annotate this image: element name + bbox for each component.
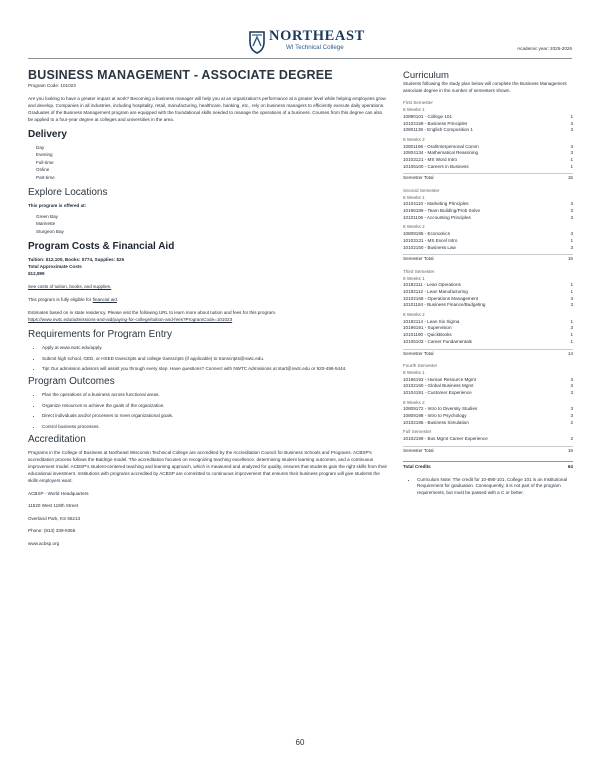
course-credits: 1: [570, 338, 573, 344]
week-label: 8 Weeks 1: [403, 107, 425, 113]
list-item: Evening: [36, 152, 53, 158]
course-row[interactable]: [403, 121, 573, 128]
course-name: 10809195 - Economics: [403, 231, 450, 237]
course-row[interactable]: [403, 231, 573, 238]
list-item: Part-time: [36, 174, 55, 180]
week-label: 8 Weeks 2: [403, 224, 425, 230]
course-row[interactable]: [403, 215, 573, 222]
semester-total-label: Semester Total: [403, 447, 434, 453]
course-row[interactable]: [403, 413, 573, 420]
semester-divider: [403, 446, 573, 447]
list-item: • Organize resources to achieve the goals of the organization.: [42, 402, 388, 409]
course-row[interactable]: [403, 377, 573, 384]
outcomes-heading: Program Outcomes: [28, 376, 115, 388]
semester-block: [403, 269, 573, 357]
note-item: • Curriculum Note: The credit for 10-890-101, College 101 is an Institutional Requirement for graduation. Consequently, it is not part of the program requirements, but must be passed with a C or better.: [417, 477, 573, 497]
list-item[interactable]: Sturgeon Bay: [36, 228, 64, 234]
semester-total-value: 19: [567, 447, 573, 453]
course-row[interactable]: [403, 289, 573, 296]
course-credits: 1: [570, 113, 573, 119]
course-row[interactable]: [403, 406, 573, 413]
address-line: 11520 West 119th Street: [28, 503, 79, 509]
course-row[interactable]: [403, 157, 573, 164]
semester-divider: [403, 349, 573, 350]
course-name: 10102199 - Bus Mgmt Career Experience: [403, 436, 488, 442]
list-item: • Tip! Our admission advisors will assist you through every step. Have questions? Connect with NWTC Admissions at start@nwtc.edu or 920-498-5444.: [42, 365, 388, 372]
financial-aid-text: [28, 296, 388, 303]
total-credits-value: 64: [567, 463, 573, 469]
list-item: Online: [36, 167, 50, 173]
week-label: 8 Weeks 2: [403, 312, 425, 318]
total-credits-row: [403, 461, 573, 471]
course-name: 10105100 - Careers in Business: [403, 163, 469, 169]
course-credits: 1: [570, 156, 573, 162]
list-item: • Apply at www.nwtc.edu/apply.: [42, 344, 388, 351]
course-credits: 2: [570, 436, 573, 442]
semester-total-label: Semester Total: [403, 175, 434, 181]
course-row[interactable]: [403, 332, 573, 339]
course-row[interactable]: [403, 302, 573, 309]
tuition-url-link[interactable]: https://www.nwtc.edu/admissions-and-aid/paying-for-college/tuition-and-fees?ProgramCode=101023: [28, 317, 233, 323]
total-costs-value: $12,899: [28, 271, 45, 277]
course-credits: 3: [570, 214, 573, 220]
course-name: 10804134 - Mathematical Reasoning: [403, 150, 479, 156]
course-row[interactable]: [403, 208, 573, 215]
semester-name: Fourth Semester: [403, 363, 438, 369]
locations-list: [36, 213, 388, 235]
logo-name: NORTHEAST: [269, 28, 365, 44]
course-credits: 3: [570, 244, 573, 250]
course-row[interactable]: [403, 245, 573, 252]
semester-name: Second Semester: [403, 188, 440, 194]
semester-total-row: [403, 351, 573, 358]
logo-subtitle: WI Technical College: [286, 44, 344, 51]
course-credits: 3: [570, 295, 573, 301]
course-name: 10102168 - Operations Management: [403, 295, 479, 301]
course-credits: 2: [570, 419, 573, 425]
locations-heading: Explore Locations: [28, 187, 108, 199]
course-row[interactable]: [403, 282, 573, 289]
requirements-list: [36, 344, 388, 372]
course-name: 10102150 - Business Law: [403, 244, 456, 250]
course-credits: 3: [570, 302, 573, 308]
course-row[interactable]: [403, 383, 573, 390]
course-name: 10801136 - English Composition 1: [403, 127, 473, 133]
course-row[interactable]: [403, 150, 573, 157]
course-credits: 3: [570, 150, 573, 156]
semester-total-row: [403, 448, 573, 455]
course-name: 10101190 - QuickBooks: [403, 332, 452, 338]
course-credits: 1: [570, 318, 573, 324]
course-name: 10102195 - Business Simulation: [403, 419, 469, 425]
course-credits: 3: [570, 201, 573, 207]
course-row[interactable]: [403, 319, 573, 326]
course-credits: 3: [570, 325, 573, 331]
logo-emblem-icon: [248, 28, 266, 54]
outcomes-list: [36, 391, 388, 430]
course-row[interactable]: [403, 390, 573, 397]
list-item: Day: [36, 145, 45, 150]
course-row[interactable]: [403, 127, 573, 134]
course-row[interactable]: [403, 325, 573, 332]
semester-block: [403, 188, 573, 263]
list-item: • Direct individuals and/or processes to meet organizational goals.: [42, 412, 388, 419]
semester-divider: [403, 254, 573, 255]
college-logo: [248, 28, 365, 56]
course-row[interactable]: [403, 114, 573, 121]
course-name: 10104191 - Customer Experience: [403, 390, 472, 396]
course-credits: 3: [570, 231, 573, 237]
course-credits: 3: [570, 143, 573, 149]
course-credits: 1: [570, 282, 573, 288]
course-credits: 1: [570, 237, 573, 243]
semester-total-row: [403, 256, 573, 263]
list-item: • Control business processes.: [42, 423, 388, 430]
course-name: 10101106 - Accounting Principles: [403, 214, 471, 220]
semester-total-value: 14: [567, 350, 573, 356]
course-row[interactable]: [403, 339, 573, 346]
course-row[interactable]: [403, 436, 573, 443]
course-name: 10809198 - Intro to Psychology: [403, 413, 467, 419]
header-divider: [28, 58, 572, 59]
curriculum-note: [411, 477, 573, 497]
week-label: 8 Weeks 2: [403, 399, 425, 405]
tuition-text: Tuition: $12,100, Books: $774, Supplies: $25: [28, 257, 125, 263]
course-credits: 3: [570, 383, 573, 389]
course-row[interactable]: [403, 164, 573, 171]
estimate-text: Estimates based on in state residency. Please visit the following URL to learn more about tuition and fees for this program.: [28, 310, 277, 316]
course-name: 10890101 - College 101: [403, 113, 453, 119]
semester-block: [403, 100, 573, 182]
course-name: 10101184 - Business Finance/Budgeting: [403, 302, 486, 308]
requirements-heading: Requirements for Program Entry: [28, 329, 172, 341]
course-row[interactable]: [403, 420, 573, 427]
week-label: 8 Weeks 1: [403, 194, 425, 200]
list-item: • Submit high school, GED, or HSED transcripts and college transcripts (if applicable) to transcripts@nwtc.edu.: [42, 355, 388, 362]
course-name: 10196193 - Human Resource Mgmt: [403, 376, 477, 382]
course-credits: 1: [570, 332, 573, 338]
page-title: BUSINESS MANAGEMENT - ASSOCIATE DEGREE: [28, 68, 333, 82]
semester-name: Third Semester: [403, 268, 435, 274]
course-name: 10104110 - Marketing Principles: [403, 201, 469, 207]
accreditation-text: Programs in the College of Business at Northeast Wisconsin Technical College are accredited by the Accreditation Council for Business Schools and Programs. ACBSP's accreditation process follows the Baldrige model. The accreditation focuses on recognizing teaching excellence, determining student learning outcomes, and a continuous improvement model. ACBSP's student-centered teaching and learning approach, which is measured and analyzed for quality, ensures that students gain the right skills from their educational investment. Institutions with programs accredited by ACBSP are committed to continuous improvement that ensures their business program will give students the skills employers want.: [28, 449, 388, 483]
course-credits: 3: [570, 406, 573, 412]
program-code: Program Code: 101023: [28, 83, 76, 88]
course-credits: 3: [570, 376, 573, 382]
semester-total-value: 16: [567, 256, 573, 262]
locations-intro: This program is offered at:: [28, 203, 87, 209]
week-label: 8 Weeks 2: [403, 136, 425, 142]
aid-suffix: .: [116, 297, 119, 303]
costs-link[interactable]: See costs of tuition, books, and supplies.: [28, 284, 112, 290]
course-name: 10105103 - Career Fundamentals: [403, 338, 472, 344]
course-credits: 3: [570, 413, 573, 419]
list-item[interactable]: Marinette: [36, 221, 56, 227]
page-number: 60: [295, 738, 305, 747]
total-costs-label: Total Approximate Costs: [28, 264, 82, 270]
course-row[interactable]: [403, 296, 573, 303]
course-row[interactable]: [403, 144, 573, 151]
semester-divider: [403, 173, 573, 174]
semester-total-label: Semester Total: [403, 256, 434, 262]
costs-heading: Program Costs & Financial Aid: [28, 241, 175, 253]
course-name: 10196189 - Team Building/Prob Solve: [403, 208, 481, 214]
course-name: 10103131 - MS Excel Intro: [403, 237, 458, 243]
semester-list: [403, 100, 573, 454]
list-item: • Plan the operations of a business across functional areas.: [42, 391, 388, 398]
delivery-list: [36, 144, 388, 181]
address-line: Overland Park, KS 66213: [28, 515, 81, 521]
course-name: 10182111 - Lean Operations: [403, 282, 461, 288]
curriculum-description: Students following the study plan below will complete the Business Management associate degree in the number of semesters shown.: [403, 81, 567, 93]
address-line[interactable]: www.acbsp.org: [28, 540, 60, 546]
week-label: 8 Weeks 1: [403, 369, 425, 375]
program-intro: Are you looking to have a greater impact at work? Becoming a business manager will help you at an organization's performance at a greater level while helping employees grow and develop. Companies in all industries, including hospitality, retail, manufacturing, healthcare, banking, etc., rely on business managers to efficiently execute daily operations. Graduates of the Business Management program are equipped with the foundational skills needed to manage the operations of a business. Courses from this degree can also be applied to a four-year degree at colleges and universities in the area.: [28, 96, 386, 122]
course-credits: 3: [570, 120, 573, 126]
list-item[interactable]: Green Bay: [36, 214, 58, 220]
course-credits: 3: [570, 208, 573, 214]
delivery-heading: Delivery: [28, 129, 67, 140]
course-name: 10809172 - Intro to Diversity Studies: [403, 406, 478, 412]
semester-block: [403, 363, 573, 454]
address-line: Phone: (913) 339-9356: [28, 528, 76, 534]
semester-name: First Semester: [403, 100, 433, 106]
week-label: 8 Weeks 1: [403, 275, 425, 281]
course-credits: 3: [570, 390, 573, 396]
course-row[interactable]: [403, 238, 573, 245]
list-item: Full-time: [36, 159, 54, 165]
course-name: 10801196 - Oral/Interpersonal Comm: [403, 143, 479, 149]
curriculum-heading: Curriculum: [403, 70, 449, 81]
course-credits: 1: [570, 163, 573, 169]
program-details: [28, 68, 388, 552]
curriculum-panel: [403, 70, 573, 497]
course-name: 10102160 - Global Business Mgmt: [403, 383, 474, 389]
semester-total-label: Semester Total: [403, 350, 434, 356]
course-name: 10102158 - Business Principles: [403, 120, 468, 126]
financial-aid-link[interactable]: financial aid: [92, 297, 117, 303]
course-credits: 3: [570, 127, 573, 133]
course-name: 10182114 - Lean Six Sigma: [403, 318, 460, 324]
course-name: 10103121 - MS Word Intro: [403, 156, 458, 162]
course-row[interactable]: [403, 201, 573, 208]
academic-year: Academic year: 2025-2026: [517, 46, 572, 51]
accreditation-heading: Accreditation: [28, 433, 86, 445]
course-credits: 1: [570, 289, 573, 295]
aid-prefix: This program is fully eligible for: [28, 297, 93, 303]
total-credits-label: Total Credits: [403, 463, 431, 469]
address-line: ACBSP - World Headquarters: [28, 490, 89, 496]
accreditation-address: [28, 490, 388, 547]
semester-total-value: 15: [567, 175, 573, 181]
week-label: Full Semester: [403, 429, 432, 435]
course-name: 10196191 - Supervision: [403, 325, 452, 331]
course-name: 10182112 - Lean Manufacturing: [403, 289, 468, 295]
semester-total-row: [403, 175, 573, 182]
